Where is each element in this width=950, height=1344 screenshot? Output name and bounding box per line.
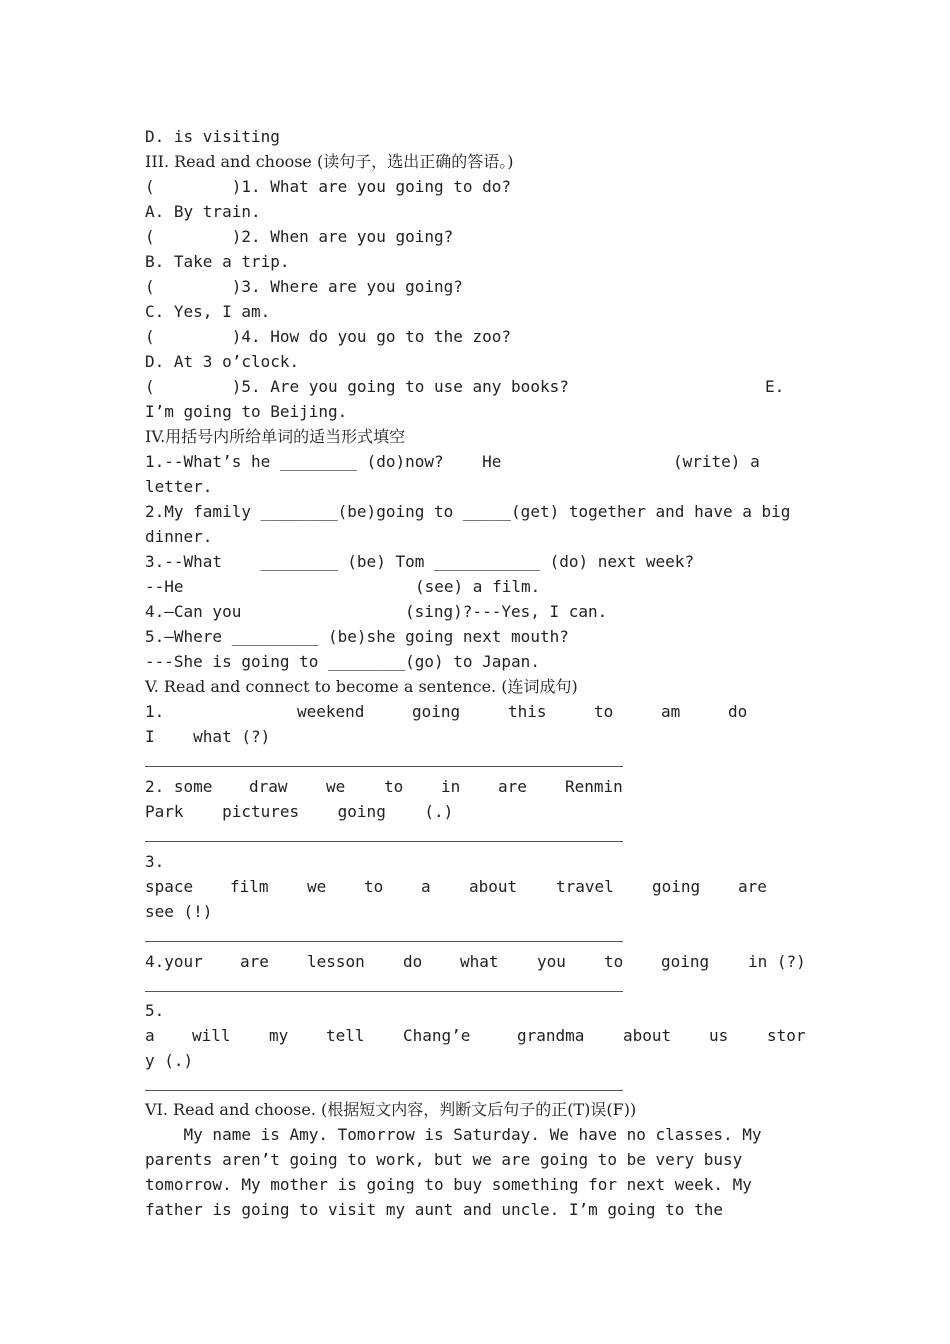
connect-4-word: in (?) — [748, 952, 806, 971]
connect-2-continued: Park pictures going (.) — [145, 802, 454, 821]
section-vi-heading: VI. Read and choose. (根据短文内容，判断文后句子的正(T)误(F)) — [145, 1100, 637, 1119]
connect-1-word: am — [661, 702, 681, 721]
connect-1-word: this — [508, 702, 547, 721]
question-3: ( )3. Where are you going? — [145, 277, 463, 296]
passage-line: father is going to visit my aunt and uncle. I’m going to the — [145, 1200, 723, 1219]
connect-2-word: draw — [249, 777, 288, 796]
fill-5-answer: ---She is going to ________(go) to Japan. — [145, 652, 540, 671]
answer-line-1 — [145, 766, 623, 767]
connect-5-number: 5. — [145, 1001, 165, 1020]
connect-3-word: a — [421, 877, 431, 896]
connect-4-word: going — [661, 952, 710, 971]
connect-4-word: do — [403, 952, 423, 971]
connect-1-number: 1. — [145, 702, 165, 721]
connect-3-word: about — [469, 877, 518, 896]
answer-c: C. Yes, I am. — [145, 302, 271, 321]
fill-1-part-b: (write) a — [673, 452, 760, 471]
connect-2-word: Renmin — [565, 777, 623, 796]
passage-line: tomorrow. My mother is going to buy something for next week. My — [145, 1175, 752, 1194]
connect-2-word: we — [326, 777, 346, 796]
connect-1-word: weekend — [297, 702, 365, 721]
passage-line: My name is Amy. Tomorrow is Saturday. We have no classes. My — [145, 1125, 762, 1144]
connect-3-number: 3. — [145, 852, 165, 871]
connect-4-word: to — [604, 952, 624, 971]
connect-5-word: grandma — [517, 1026, 585, 1045]
connect-1-word: do — [728, 702, 748, 721]
fill-5: 5.—Where _________ (be)she going next mouth? — [145, 627, 569, 646]
connect-3-word: going — [652, 877, 701, 896]
section-iii-heading: III. Read and choose (读句子，选出正确的答语。) — [145, 152, 514, 171]
fill-3-answer-b: (see) a film. — [415, 577, 541, 596]
answer-line-4 — [145, 991, 623, 992]
answer-e-text: I’m going to Beijing. — [145, 402, 348, 421]
fill-3-answer-a: --He — [145, 577, 184, 596]
section-iv-heading: IV.用括号内所给单词的适当形式填空 — [145, 427, 406, 446]
connect-3-word: to — [364, 877, 384, 896]
connect-3-word: film — [230, 877, 269, 896]
fill-2-continued: dinner. — [145, 527, 213, 546]
fill-3: 3.--What ________ (be) Tom ___________ (do) next week? — [145, 552, 695, 571]
fill-1-continued: letter. — [145, 477, 213, 496]
answer-a: A. By train. — [145, 202, 261, 221]
answer-line-5 — [145, 1090, 623, 1091]
connect-5-word: us — [709, 1026, 729, 1045]
connect-5-word: my — [269, 1026, 289, 1045]
connect-4-word: what — [460, 952, 499, 971]
connect-4-word: are — [240, 952, 269, 971]
answer-b: B. Take a trip. — [145, 252, 290, 271]
fill-2: 2.My family ________(be)going to _____(get) together and have a big — [145, 502, 791, 521]
passage-line: parents aren’t going to work, but we are going to be very busy — [145, 1150, 743, 1169]
answer-d: D. At 3 o’clock. — [145, 352, 300, 371]
question-2: ( )2. When are you going? — [145, 227, 454, 246]
fill-4-part-b: (sing)?---Yes, I can. — [405, 602, 608, 621]
answer-e-label: E. — [765, 377, 785, 396]
connect-1-word: going — [412, 702, 461, 721]
connect-2-word: in — [441, 777, 461, 796]
connect-2-word: are — [498, 777, 527, 796]
answer-line-2 — [145, 841, 623, 842]
connect-3-word: we — [307, 877, 327, 896]
connect-5-word: Chang’e — [403, 1026, 471, 1045]
fill-1-part-a: 1.--What’s he ________ (do)now? He — [145, 452, 502, 471]
connect-5-word: about — [623, 1026, 672, 1045]
fill-4-part-a: 4.—Can you — [145, 602, 242, 621]
connect-5-word: will — [192, 1026, 231, 1045]
question-1: ( )1. What are you going to do? — [145, 177, 512, 196]
connect-1-continued: I what (?) — [145, 727, 271, 746]
connect-5-word: a — [145, 1026, 155, 1045]
connect-2-word: to — [384, 777, 404, 796]
connect-2-word: 2. some — [145, 777, 213, 796]
question-5: ( )5. Are you going to use any books? — [145, 377, 569, 396]
connect-3-continued: see (!) — [145, 902, 213, 921]
connect-3-word: are — [738, 877, 767, 896]
connect-4-word: you — [537, 952, 566, 971]
connect-5-continued: y (.) — [145, 1051, 194, 1070]
connect-5-word: stor — [767, 1026, 806, 1045]
section-v-heading: V. Read and connect to become a sentence. (连词成句) — [145, 677, 578, 696]
connect-3-word: travel — [556, 877, 614, 896]
answer-line-3 — [145, 941, 623, 942]
connect-5-word: tell — [326, 1026, 365, 1045]
connect-4-word: 4.your — [145, 952, 203, 971]
option-d-is-visiting: D. is visiting — [145, 127, 280, 146]
question-4: ( )4. How do you go to the zoo? — [145, 327, 512, 346]
connect-1-word: to — [594, 702, 614, 721]
connect-3-word: space — [145, 877, 194, 896]
connect-4-word: lesson — [307, 952, 365, 971]
